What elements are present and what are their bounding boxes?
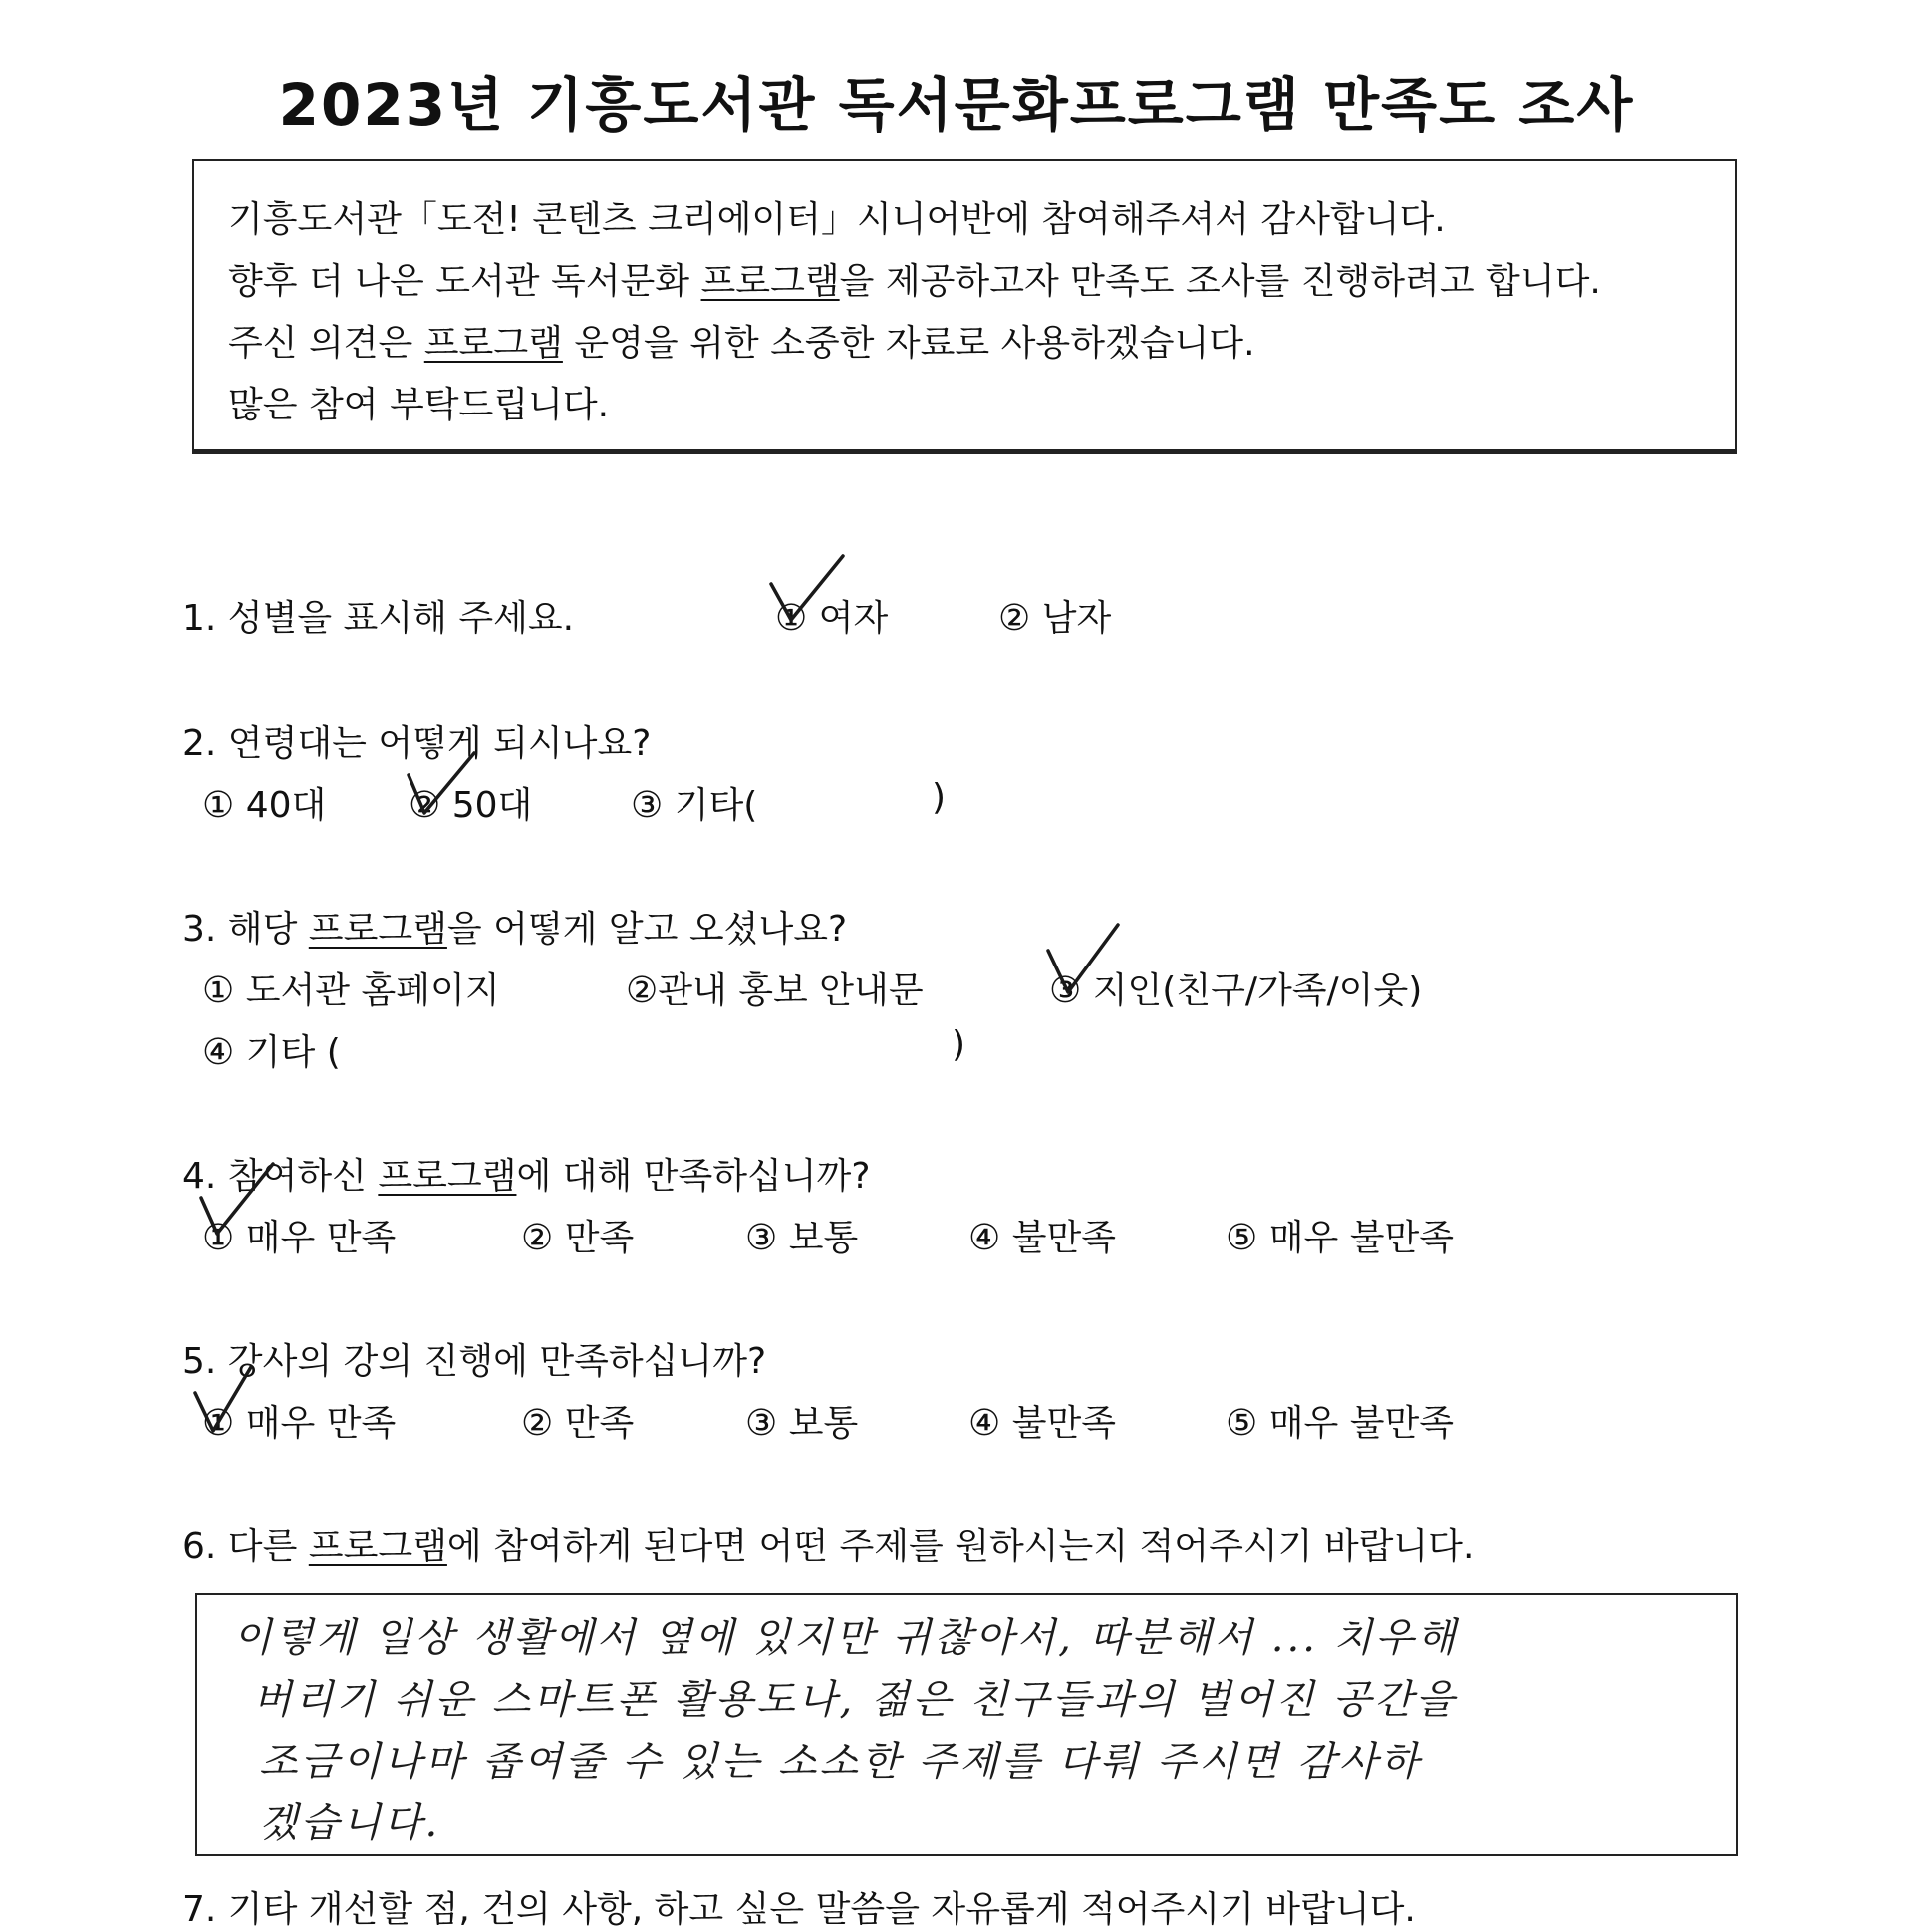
q3-label-b: 을 어떻게 알고 오셨나요? bbox=[446, 909, 848, 950]
intro-line-2-a: 향후 더 나은 도서관 독서문화 bbox=[228, 261, 701, 302]
q2-option-40s[interactable]: ① 40대 bbox=[202, 785, 327, 826]
question-6-label bbox=[182, 1518, 1474, 1569]
q3-label-underline: 프로그램 bbox=[308, 909, 447, 950]
intro-box bbox=[192, 159, 1737, 454]
checkmark-icon bbox=[191, 1365, 271, 1445]
q6-answer-box[interactable] bbox=[195, 1593, 1738, 1856]
q1-option-male[interactable]: ② 남자 bbox=[998, 598, 1112, 639]
q4-option-neutral[interactable]: ③ 보통 bbox=[745, 1218, 859, 1258]
intro-line-4: 많은 참여 부탁드립니다. bbox=[228, 385, 610, 425]
q4-option-very-dissatisfied[interactable]: ⑤ 매우 불만족 bbox=[1226, 1218, 1455, 1258]
q5-option-very-dissatisfied[interactable]: ⑤ 매우 불만족 bbox=[1226, 1403, 1455, 1444]
q3-option-homepage[interactable]: ① 도서관 홈페이지 bbox=[202, 970, 500, 1011]
checkmark-icon bbox=[403, 749, 482, 829]
q5-option-dissatisfied[interactable]: ④ 불만족 bbox=[968, 1403, 1117, 1444]
q4-label-a: 4. 참여하신 bbox=[182, 1156, 379, 1197]
intro-line-3-underline: 프로그램 bbox=[423, 323, 563, 364]
q3-close-paren: ) bbox=[952, 1024, 966, 1065]
question-4-label bbox=[182, 1148, 870, 1199]
q2-option-other[interactable]: ③ 기타( bbox=[631, 785, 758, 826]
q4-label-b: 에 대해 만족하십니까? bbox=[516, 1156, 871, 1197]
q3-option-notice[interactable]: ②관내 홍보 안내문 bbox=[626, 970, 924, 1011]
question-7-label: 7. 기타 개선할 점, 건의 사항, 하고 싶은 말씀을 자유롭게 적어주시기 바랍니다. bbox=[182, 1889, 1416, 1930]
q6-answer-line: 겠습니다. bbox=[259, 1800, 441, 1846]
checkmark-icon bbox=[1044, 921, 1124, 1000]
q3-option-acquaintance[interactable]: ③ 지인(친구/가족/이웃) bbox=[1049, 970, 1423, 1011]
q5-option-satisfied[interactable]: ② 만족 bbox=[521, 1403, 635, 1444]
question-1-label: 1. 성별을 표시해 주세요. bbox=[182, 598, 575, 639]
q6-answer-line: 이렇게 일상 생활에서 옆에 있지만 귀찮아서, 따분해서 ... 치우해 bbox=[233, 1615, 1459, 1661]
q5-option-very-satisfied[interactable]: ① 매우 만족 bbox=[202, 1403, 397, 1444]
q3-option-other[interactable]: ④ 기타 ( bbox=[202, 1032, 341, 1073]
intro-line-1: 기흥도서관「도전! 콘텐츠 크리에이터」시니어반에 참여해주셔서 감사합니다. bbox=[228, 199, 1446, 240]
q6-label-underline: 프로그램 bbox=[308, 1526, 447, 1567]
q1-option-female[interactable]: ① 여자 bbox=[775, 598, 889, 639]
q3-label-a: 3. 해당 bbox=[182, 909, 309, 950]
q6-answer-line: 버리기 쉬운 스마트폰 활용도나, 젊은 친구들과의 벌어진 공간을 bbox=[253, 1677, 1458, 1723]
q4-option-satisfied[interactable]: ② 만족 bbox=[521, 1218, 635, 1258]
checkmark-icon bbox=[195, 1158, 275, 1238]
intro-line-2-underline: 프로그램 bbox=[700, 261, 840, 302]
intro-line-2 bbox=[228, 251, 1705, 313]
q2-option-50s[interactable]: ② 50대 bbox=[409, 785, 533, 826]
intro-line-3-b: 운영을 위한 소중한 자료로 사용하겠습니다. bbox=[562, 323, 1255, 364]
q6-label-b: 에 참여하게 된다면 어떤 주제를 원하시는지 적어주시기 바랍니다. bbox=[446, 1526, 1475, 1567]
question-5-label: 5. 강사의 강의 진행에 만족하십니까? bbox=[182, 1341, 767, 1382]
q2-close-paren: ) bbox=[932, 777, 947, 818]
page-title: 2023년 기흥도서관 독서문화프로그램 만족도 조사 bbox=[278, 71, 1635, 138]
intro-line-3 bbox=[228, 313, 1705, 375]
question-2-label: 2. 연령대는 어떻게 되시나요? bbox=[182, 723, 652, 764]
q6-answer-line: 조금이나마 좁여줄 수 있는 소소한 주제를 다뤄 주시면 감사하 bbox=[259, 1739, 1422, 1785]
intro-line-3-a: 주신 의견은 bbox=[228, 323, 424, 364]
q4-option-dissatisfied[interactable]: ④ 불만족 bbox=[968, 1218, 1117, 1258]
checkmark-icon bbox=[765, 550, 845, 630]
intro-line-2-b: 을 제공하고자 만족도 조사를 진행하려고 합니다. bbox=[839, 261, 1601, 302]
q6-label-a: 6. 다른 bbox=[182, 1526, 309, 1567]
question-3-label bbox=[182, 901, 847, 952]
q4-option-very-satisfied[interactable]: ① 매우 만족 bbox=[202, 1218, 397, 1258]
q4-label-underline: 프로그램 bbox=[378, 1156, 517, 1197]
q5-option-neutral[interactable]: ③ 보통 bbox=[745, 1403, 859, 1444]
